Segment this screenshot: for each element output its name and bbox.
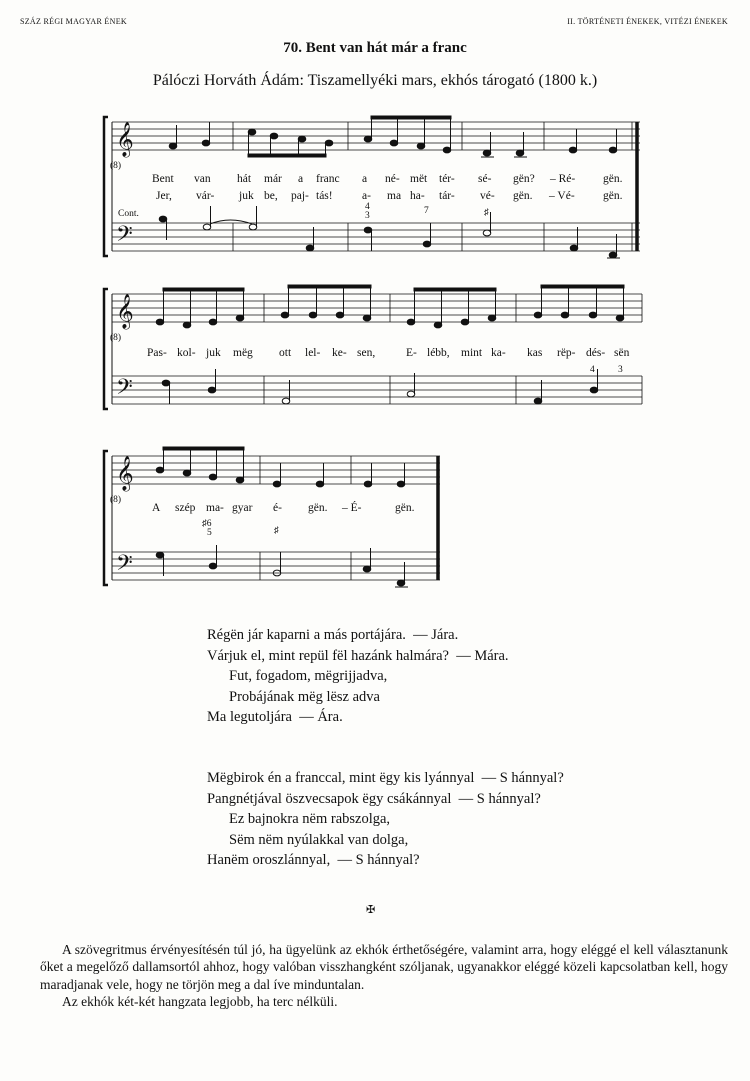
- stanza-line: Fut, fogadom, mëgrijjadva,: [229, 668, 388, 685]
- svg-text:sen,: sen,: [357, 347, 376, 359]
- svg-text:é-: é-: [273, 502, 282, 514]
- continuo-label: Cont.: [118, 209, 139, 219]
- stanza-line: Régën jár kaparni a más portájára. — Jára.: [207, 627, 459, 643]
- svg-text:be,: be,: [264, 190, 278, 202]
- svg-text:lel-: lel-: [305, 347, 321, 359]
- running-head-right: II. TÖRTÉNETI ÉNEKEK, VITÉZI ÉNEKEK: [567, 17, 728, 26]
- system-bracket: [104, 451, 108, 585]
- bass-clef-icon: 𝄢: [116, 222, 133, 251]
- svg-text:♯: ♯: [484, 208, 489, 218]
- svg-text:4: 4: [590, 365, 595, 375]
- svg-text:gën.: gën.: [395, 502, 415, 514]
- svg-text:5: 5: [207, 528, 212, 538]
- svg-text:gën.: gën.: [513, 190, 533, 202]
- system-bracket: [104, 289, 108, 409]
- lyrics-verse-2: [156, 190, 623, 202]
- treble-clef-icon: 𝄞: [116, 123, 134, 156]
- stanza-line: Ma legutoljára — Ára.: [207, 709, 343, 726]
- svg-text:lébb,: lébb,: [427, 347, 450, 359]
- stanza-3: [207, 768, 564, 871]
- svg-text:a-: a-: [362, 190, 371, 202]
- svg-text:franc: franc: [316, 173, 340, 185]
- svg-text:♯: ♯: [274, 526, 279, 536]
- svg-text:♯6: ♯6: [202, 519, 212, 529]
- lyrics-verse-1: [152, 173, 623, 185]
- svg-text:– Vé-: – Vé-: [549, 190, 575, 202]
- svg-text:né-: né-: [385, 173, 400, 185]
- figured-bass: [365, 202, 489, 221]
- svg-text:juk: juk: [206, 347, 221, 359]
- melody-notes: [156, 447, 405, 487]
- running-head-left: SZÁZ RÉGI MAGYAR ÉNEK: [20, 17, 127, 26]
- svg-text:kas: kas: [527, 347, 543, 359]
- bass-notes: [159, 206, 620, 258]
- svg-text:vár-: vár-: [196, 190, 215, 202]
- svg-text:szép: szép: [175, 502, 196, 514]
- treble-staff: [112, 122, 640, 150]
- song-title: 70. Bent van hát már a franc: [283, 40, 467, 56]
- stanza-line: Sëm nëm nyúlakkal van dolga,: [229, 831, 409, 848]
- song-subtitle: Pálóczi Horváth Ádám: Tiszamellyéki mars, ekhós tárogató (1800 k.): [152, 72, 598, 89]
- svg-text:dés-: dés-: [586, 347, 606, 359]
- stanza-line: Ez bajnokra nëm rabszolga,: [229, 811, 391, 828]
- svg-text:ka-: ka-: [491, 347, 506, 359]
- svg-text:tás!: tás!: [316, 190, 333, 202]
- octave-marker: (8): [110, 333, 122, 343]
- commentary-paragraph: A szövegritmus érvényesítésén túl jó, ha ügyelünk az ekhók érthetőségére, valamint arra, hogy eléggé el kell választanunk őket a megelőző dallamsortól ahhoz, hogy valóban visszhangként szóljanak, ugyanakkor eléggé közeli kapcsolatban kell, hogy maradjanak vele, hogy ne törjön meg a dal íve minduntalan.: [40, 942, 728, 992]
- svg-text:tér-: tér-: [439, 173, 455, 185]
- figured-bass: [590, 365, 623, 375]
- svg-text:mëg: mëg: [233, 347, 253, 359]
- commentary: [40, 941, 728, 1011]
- bass-clef-icon: 𝄢: [116, 551, 133, 580]
- stanza-line: Várjuk el, mint repül fël hazánk halmára? — Mára.: [207, 647, 509, 664]
- treble-clef-icon: 𝄞: [116, 295, 134, 328]
- svg-text:Bent: Bent: [152, 173, 174, 185]
- score-system-2: [0, 284, 750, 414]
- svg-text:hát: hát: [237, 173, 252, 185]
- svg-text:3: 3: [618, 365, 623, 375]
- stanza-line: Probájának mëg lësz adva: [229, 688, 380, 705]
- svg-text:ma-: ma-: [206, 502, 224, 514]
- bass-notes: [162, 369, 598, 404]
- stanza-line: Mëgbirok én a franccal, mint ëgy kis lyánnyal — S hánnyal?: [207, 770, 564, 786]
- stanza-line: Hanëm oroszlánnyal, — S hánnyal?: [207, 852, 420, 869]
- svg-text:vé-: vé-: [480, 190, 495, 202]
- cross-ornament-icon: ✠: [366, 904, 376, 916]
- stanza-2: [207, 625, 509, 728]
- bass-staff: [112, 223, 640, 251]
- svg-text:tár-: tár-: [439, 190, 455, 202]
- svg-text:paj-: paj-: [291, 190, 309, 202]
- svg-text:A: A: [152, 502, 161, 514]
- figured-bass: [202, 519, 279, 538]
- bass-clef-icon: 𝄢: [116, 375, 133, 404]
- treble-clef-icon: 𝄞: [116, 457, 134, 490]
- svg-text:E-: E-: [406, 347, 417, 359]
- svg-text:sé-: sé-: [478, 173, 492, 185]
- svg-text:ma: ma: [387, 190, 402, 202]
- svg-text:ha-: ha-: [410, 190, 425, 202]
- lyrics-verse-1: [152, 500, 415, 514]
- svg-text:kol-: kol-: [177, 347, 196, 359]
- svg-text:a: a: [298, 173, 304, 185]
- svg-text:gën.: gën.: [603, 173, 623, 185]
- octave-marker: (8): [110, 495, 122, 505]
- svg-text:mët: mët: [410, 173, 428, 185]
- svg-text:már: már: [264, 173, 282, 185]
- stanza-line: Pangnétjával öszvecsapok ëgy csákánnyal — S hánnyal?: [207, 790, 541, 807]
- svg-text:van: van: [194, 173, 211, 185]
- svg-text:– Ré-: – Ré-: [550, 173, 576, 185]
- score-system-3: [0, 444, 750, 594]
- barlines: [233, 122, 632, 251]
- svg-text:sën: sën: [614, 347, 630, 359]
- svg-text:Jer,: Jer,: [156, 190, 172, 202]
- svg-text:ott: ott: [279, 347, 292, 359]
- svg-text:Pas-: Pas-: [147, 347, 167, 359]
- commentary-paragraph: Az ekhók két-két hangzata legjobb, ha terc nélküli.: [62, 994, 338, 1010]
- bass-staff: [112, 376, 642, 404]
- system-bracket: [104, 117, 108, 256]
- svg-text:juk: juk: [239, 190, 254, 202]
- svg-text:gën?: gën?: [513, 173, 535, 185]
- svg-text:mint: mint: [461, 347, 483, 359]
- svg-text:gyar: gyar: [232, 502, 253, 514]
- svg-text:3: 3: [365, 211, 370, 221]
- svg-text:– É-: – É-: [342, 502, 362, 514]
- svg-text:a: a: [362, 173, 368, 185]
- lyrics-verse-1: [147, 347, 630, 359]
- svg-text:rëp-: rëp-: [557, 347, 576, 359]
- svg-text:gën.: gën.: [308, 502, 328, 514]
- svg-text:4: 4: [365, 202, 370, 212]
- score-system-1: [0, 105, 750, 260]
- barlines: [260, 456, 351, 580]
- svg-text:gën.: gën.: [603, 190, 623, 202]
- octave-marker: (8): [110, 161, 122, 171]
- svg-text:7: 7: [424, 206, 429, 216]
- svg-text:ke-: ke-: [332, 347, 347, 359]
